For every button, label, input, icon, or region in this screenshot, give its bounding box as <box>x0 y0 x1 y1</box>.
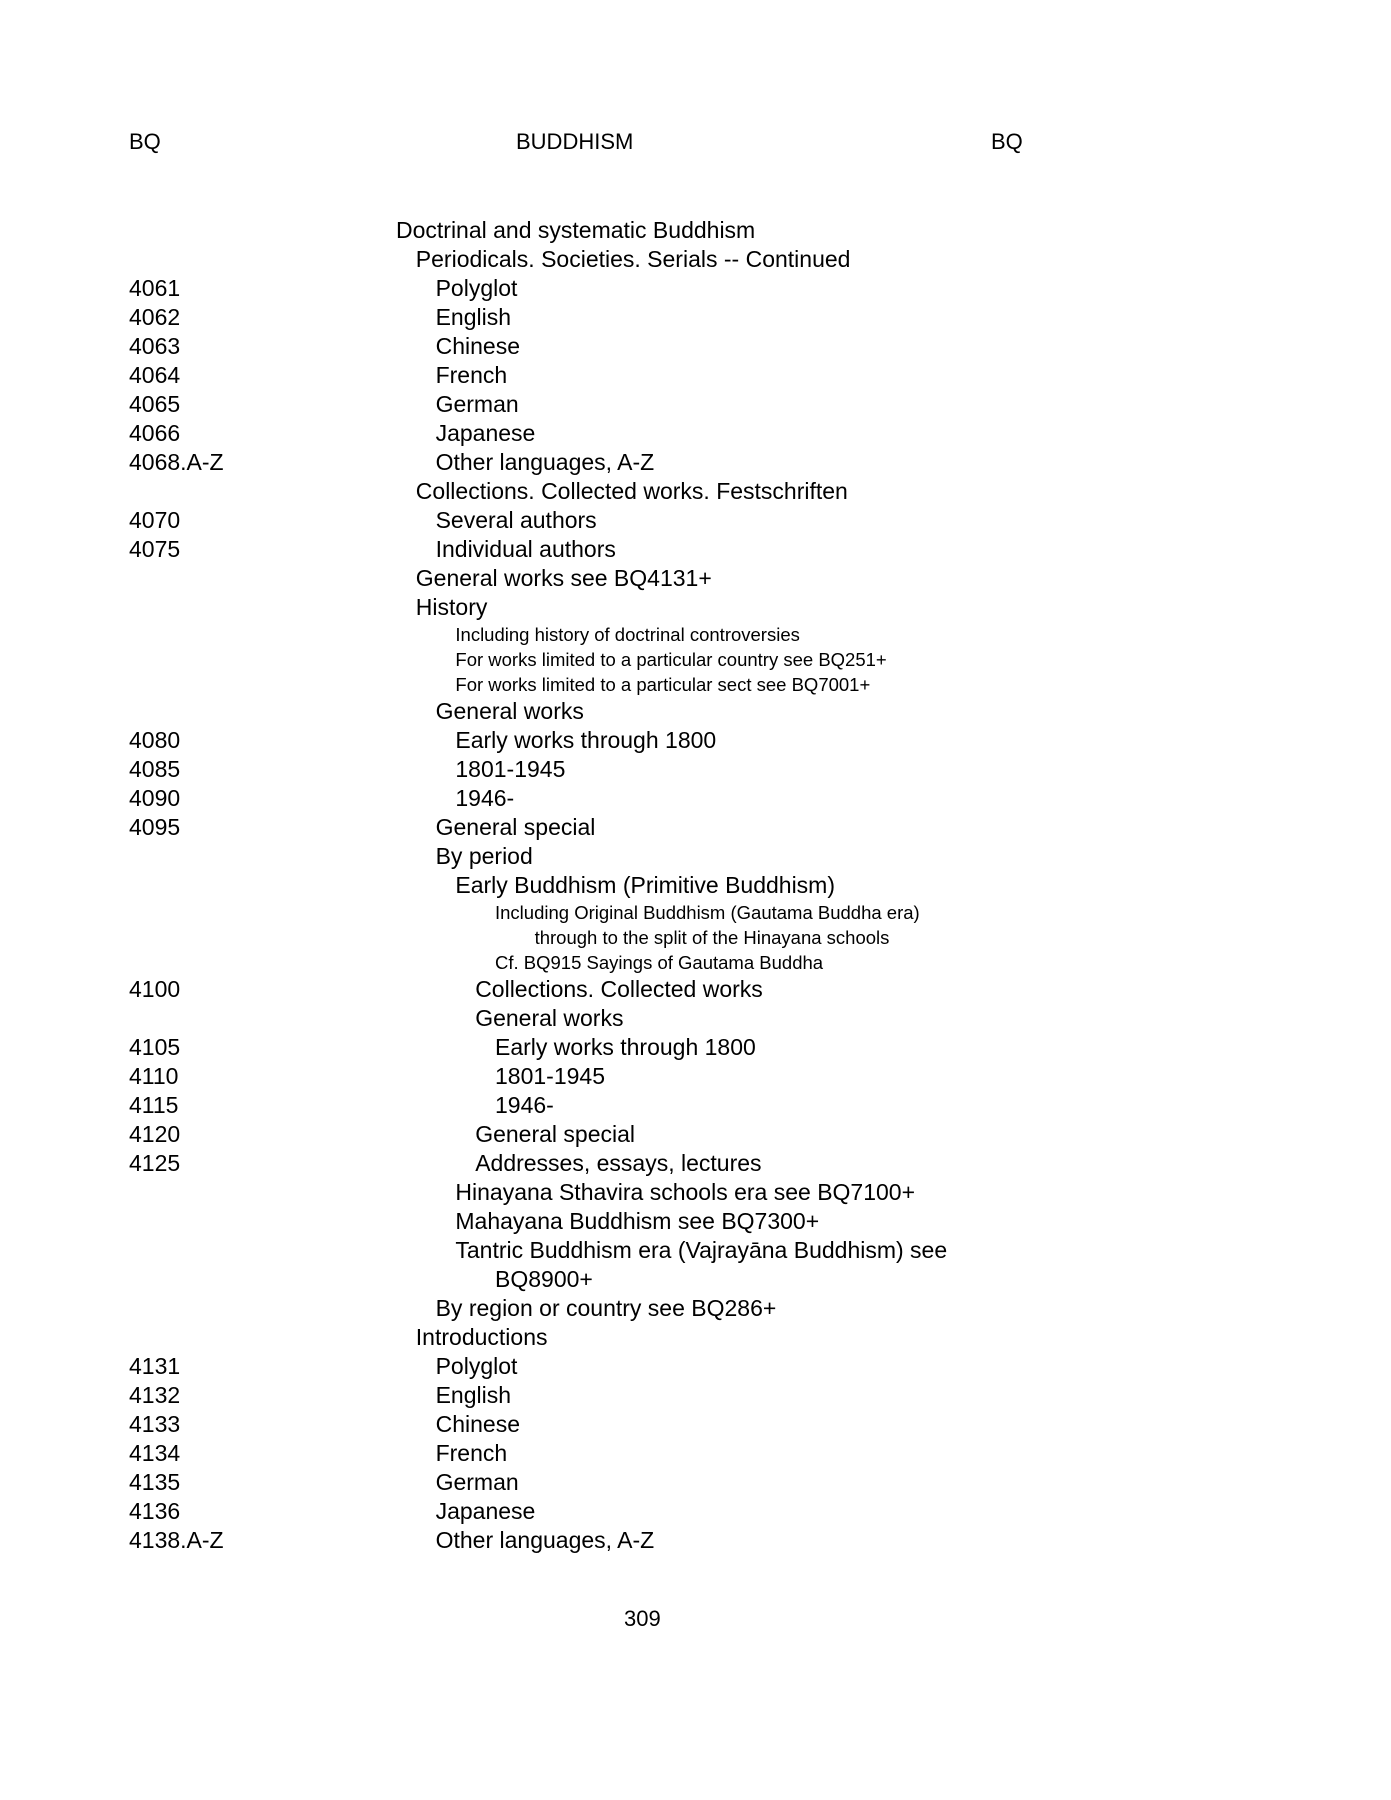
header-right-code: BQ <box>991 129 1023 154</box>
schedule-row <box>0 1236 1391 1265</box>
schedule-row <box>0 245 1391 274</box>
schedule-row <box>0 1265 1391 1294</box>
caption-text: Japanese <box>435 420 536 446</box>
scope-note-row <box>0 622 1391 647</box>
page-number: 309 <box>624 1606 661 1631</box>
schedule-row <box>0 784 1391 813</box>
scope-note-text: through to the split of the Hinayana schools <box>534 927 890 948</box>
caption-text: Polyglot <box>435 275 518 301</box>
caption-text: General works <box>435 698 584 724</box>
class-number: 4064 <box>129 362 181 388</box>
caption-text: History <box>415 594 488 620</box>
caption-text: Polyglot <box>435 1353 518 1379</box>
caption-text: French <box>435 362 508 388</box>
caption-text: 1946- <box>455 785 515 811</box>
caption-text: Doctrinal and systematic Buddhism <box>396 217 756 243</box>
caption-text: Tantric Buddhism era (Vajrayāna Buddhism) see <box>455 1237 948 1263</box>
class-number: 4132 <box>129 1382 181 1408</box>
caption-text: Mahayana Buddhism see BQ7300+ <box>455 1208 820 1234</box>
header-left-code: BQ <box>129 129 161 154</box>
class-number: 4070 <box>129 507 181 533</box>
caption-text: Individual authors <box>435 536 616 562</box>
caption-text: German <box>435 1469 519 1495</box>
class-number: 4131 <box>129 1353 181 1379</box>
class-number: 4066 <box>129 420 181 446</box>
schedule-row <box>0 813 1391 842</box>
class-number: 4068.A-Z <box>129 449 224 475</box>
schedule-row <box>0 303 1391 332</box>
schedule-row <box>0 1410 1391 1439</box>
class-number: 4125 <box>129 1150 181 1176</box>
scope-note-text: For works limited to a particular sect see BQ7001+ <box>455 674 871 695</box>
caption-text: Early Buddhism (Primitive Buddhism) <box>455 872 836 898</box>
header-title: BUDDHISM <box>516 129 634 154</box>
schedule-row <box>0 1381 1391 1410</box>
caption-text: General works <box>475 1005 624 1031</box>
schedule-row <box>0 593 1391 622</box>
schedule-row <box>0 755 1391 784</box>
schedule-row <box>0 697 1391 726</box>
schedule-row <box>0 1352 1391 1381</box>
scope-note-text: Including history of doctrinal controversies <box>455 624 800 645</box>
caption-text: Early works through 1800 <box>495 1034 756 1060</box>
caption-text: French <box>435 1440 508 1466</box>
caption-text: English <box>435 1382 512 1408</box>
schedule-row <box>0 477 1391 506</box>
caption-text: German <box>435 391 519 417</box>
class-number: 4110 <box>129 1063 179 1089</box>
class-number: 4115 <box>129 1092 179 1118</box>
caption-text: Other languages, A-Z <box>435 449 655 475</box>
schedule-row <box>0 1526 1391 1555</box>
schedule-row <box>0 726 1391 755</box>
class-number: 4085 <box>129 756 181 782</box>
schedule-row <box>0 1091 1391 1120</box>
schedule-table <box>0 216 1391 1555</box>
caption-text: Addresses, essays, lectures <box>475 1150 762 1176</box>
caption-text: Periodicals. Societies. Serials -- Continued <box>415 246 851 272</box>
caption-text: Chinese <box>435 1411 520 1437</box>
scope-note-text: Including Original Buddhism (Gautama Buddha era) <box>495 902 920 923</box>
schedule-row <box>0 1468 1391 1497</box>
class-number: 4080 <box>129 727 181 753</box>
scope-note-row <box>0 672 1391 697</box>
schedule-row <box>0 1294 1391 1323</box>
class-number: 4063 <box>129 333 181 359</box>
schedule-row <box>0 842 1391 871</box>
schedule-row <box>0 1149 1391 1178</box>
schedule-row <box>0 1178 1391 1207</box>
caption-text: Chinese <box>435 333 520 359</box>
schedule-row <box>0 448 1391 477</box>
schedule-row <box>0 1497 1391 1526</box>
caption-text: General special <box>475 1121 635 1147</box>
caption-text: Collections. Collected works. Festschriften <box>415 478 848 504</box>
caption-text: 1801-1945 <box>495 1063 605 1089</box>
caption-text: Other languages, A-Z <box>435 1527 655 1553</box>
class-number: 4136 <box>129 1498 181 1524</box>
class-number: 4138.A-Z <box>129 1527 224 1553</box>
class-number: 4105 <box>129 1034 181 1060</box>
schedule-row <box>0 564 1391 593</box>
class-number: 4090 <box>129 785 181 811</box>
caption-text: Early works through 1800 <box>455 727 717 753</box>
schedule-row <box>0 274 1391 303</box>
schedule-row <box>0 1120 1391 1149</box>
caption-text: General special <box>435 814 596 840</box>
scope-note-text: Cf. BQ915 Sayings of Gautama Buddha <box>495 952 824 973</box>
schedule-row <box>0 1207 1391 1236</box>
schedule-row <box>0 975 1391 1004</box>
schedule-row <box>0 506 1391 535</box>
class-number: 4120 <box>129 1121 181 1147</box>
schedule-row <box>0 1439 1391 1468</box>
class-number: 4100 <box>129 976 181 1002</box>
schedule-row <box>0 1323 1391 1352</box>
class-number: 4095 <box>129 814 181 840</box>
scope-note-row <box>0 900 1391 925</box>
caption-text: 1946- <box>495 1092 554 1118</box>
class-number: 4062 <box>129 304 181 330</box>
class-number: 4135 <box>129 1469 181 1495</box>
schedule-row <box>0 390 1391 419</box>
schedule-row <box>0 1062 1391 1091</box>
caption-text: By period <box>435 843 533 869</box>
caption-text: By region or country see BQ286+ <box>435 1295 777 1321</box>
schedule-row <box>0 216 1391 245</box>
class-number: 4065 <box>129 391 181 417</box>
caption-text: Japanese <box>435 1498 536 1524</box>
schedule-row <box>0 1033 1391 1062</box>
caption-text: Introductions <box>415 1324 548 1350</box>
caption-text: General works see BQ4131+ <box>415 565 712 591</box>
caption-text: BQ8900+ <box>495 1266 593 1292</box>
caption-text: English <box>435 304 512 330</box>
scope-note-text: For works limited to a particular country see BQ251+ <box>455 649 887 670</box>
schedule-row <box>0 419 1391 448</box>
class-number: 4061 <box>129 275 181 301</box>
schedule-row <box>0 1004 1391 1033</box>
scope-note-row <box>0 647 1391 672</box>
class-number: 4075 <box>129 536 181 562</box>
caption-text: Hinayana Sthavira schools era see BQ7100+ <box>455 1179 916 1205</box>
schedule-row <box>0 361 1391 390</box>
scope-note-row <box>0 925 1391 950</box>
caption-text: Several authors <box>435 507 597 533</box>
schedule-row <box>0 535 1391 564</box>
class-number: 4133 <box>129 1411 181 1437</box>
caption-text: 1801-1945 <box>455 756 566 782</box>
schedule-row <box>0 332 1391 361</box>
class-number: 4134 <box>129 1440 181 1466</box>
scope-note-row <box>0 950 1391 975</box>
caption-text: Collections. Collected works <box>475 976 763 1002</box>
schedule-row <box>0 871 1391 900</box>
